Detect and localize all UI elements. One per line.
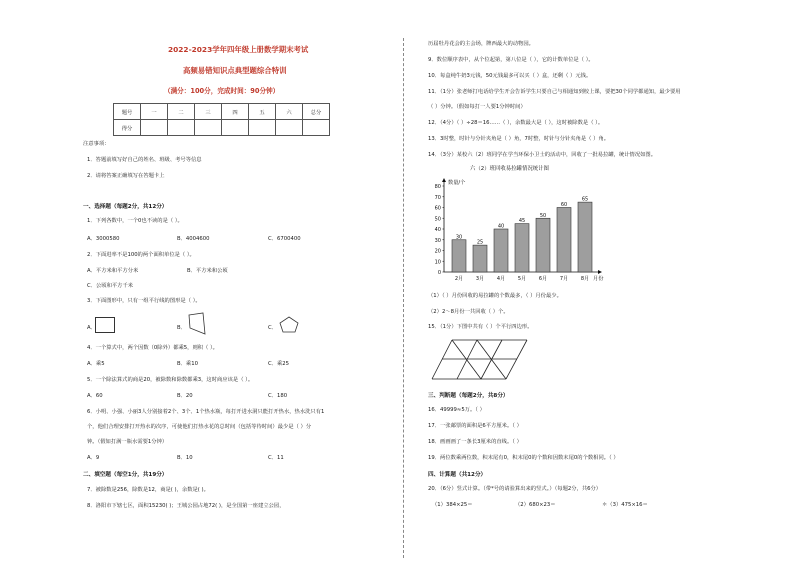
question-6-line1: 6．小明、小强、小丽3人分别接着2个、3个、1个热水瓶，每打开进水洞只能打开热水，热水洗只有1 [87, 409, 325, 415]
square-shape [95, 317, 115, 333]
table-header-cell: 五 [249, 104, 276, 120]
y-axis-label: 数量/个 [448, 180, 466, 186]
question-3: 3．下面图形中，只有一组平行线的图形是（ ）。 [87, 298, 201, 304]
bar-value-label: 40 [497, 223, 505, 230]
q5-option-c: C．180 [268, 393, 288, 399]
q5-option-b: B．20 [177, 393, 193, 399]
question-5: 5．一个除法算式的商是20，被除数和除数都乘3，这时商应该是（ ）。 [87, 377, 254, 383]
question-11-line1: 11．（1分）张老师打电话给学生开会告诉学生只要自己与相通知到校上课，要把30个同学都通知，最少要用 [428, 89, 681, 95]
table-row-label: 得分 [114, 120, 141, 136]
column-divider [403, 38, 404, 558]
question-19: 19．两位数乘两位数，积末尾有0，积末尾0的个数和因数末尾0的个数相同。（ ） [428, 455, 619, 461]
bar [515, 224, 529, 272]
question-13: 13．3时整，时针与分针夹角是（ ）角，7时整，时针与分针夹角是（ ）角。 [428, 136, 610, 142]
section-calc: 四、计算题（共12分） [428, 472, 487, 478]
chart-title: 六（2）班回收易拉罐情况统计图 [470, 166, 549, 172]
question-4: 4．一个算式中，两个因数（0除外）都乘5，则积（ ）。 [87, 345, 218, 351]
q1-option-b: B．4004600 [177, 236, 210, 242]
calc-item-3: ＊（3）475×16＝ [602, 502, 648, 508]
score-cell[interactable] [141, 120, 168, 136]
table-header-cell: 二 [168, 104, 195, 120]
score-cell[interactable] [303, 120, 330, 136]
section-choice: 一、选择题（每题2分，共12分） [83, 204, 168, 210]
question-17: 17．一张邮票的面积是6平方厘米。（ ） [428, 423, 522, 429]
q5-option-a: A．60 [87, 393, 103, 399]
question-6-line2: 个，他们合理安排打开热水的次序，可使他们打热水花的总时间（包括等待时间）最少是（ ）分 [87, 424, 312, 430]
q4-option-b: B．乘10 [177, 361, 198, 367]
exam-info: （满分：100分，完成时间：90分钟） [164, 87, 280, 95]
bar [536, 218, 550, 272]
x-tick-label: 3月 [475, 276, 485, 282]
bar-value-label: 65 [581, 196, 589, 203]
q6-option-b: B．10 [177, 455, 193, 461]
score-cell[interactable] [249, 120, 276, 136]
bar-value-label: 60 [560, 202, 568, 208]
table-header-cell: 题号 [114, 104, 141, 120]
y-tick-label: 10 [434, 259, 441, 266]
bar-value-label: 30 [455, 234, 463, 241]
question-15: 15．（1分）下图中共有（ ）个平行四边形。 [428, 324, 533, 330]
score-cell[interactable] [276, 120, 303, 136]
q6-option-a: A．9 [87, 455, 100, 461]
x-tick-label: 8月 [580, 276, 590, 282]
question-16: 16．49999≈5万。（ ） [428, 407, 485, 413]
score-table [113, 103, 330, 136]
parallelogram-figure [430, 337, 530, 383]
q4-option-a: A．乘5 [87, 361, 105, 367]
y-tick-label: 20 [434, 248, 441, 255]
q2-option-a: A．平方米和平方分米 [87, 268, 139, 274]
question-20: 20．（6分）竖式计算。（带*号的请验算出来的竖式。）（每题2分，共6分） [428, 486, 602, 492]
bar [557, 208, 571, 273]
question-7: 7．被除数是256，除数是12，商是( )，余数是( )。 [87, 487, 209, 493]
bar-value-label: 50 [539, 212, 547, 219]
question-14: 14．（3分）某校六（2）班同学在学当环保小卫士的活动中，回收了一批易拉罐，统计情况如图。 [428, 152, 657, 158]
x-tick-label: 4月 [496, 276, 506, 282]
q4-option-c: C．乘25 [268, 361, 290, 367]
y-tick-label: 60 [434, 205, 441, 212]
trapezoid-shape [187, 312, 207, 336]
x-axis-arrow [598, 270, 602, 274]
bar [452, 240, 466, 272]
score-cell[interactable] [168, 120, 195, 136]
x-axis-label: 月份 [593, 276, 604, 282]
question-18: 18．画画画了一条长3厘米的直线。（ ） [428, 439, 522, 445]
y-tick-label: 0 [437, 270, 441, 276]
question-10: 10．每盒纯牛奶3元钱，50元钱最多可以买（ ）盒，还剩（ ）元钱。 [428, 73, 592, 79]
calc-item-2: （2）680×23＝ [515, 502, 556, 508]
q2-option-c: C．公顷和平方千米 [87, 283, 134, 289]
y-tick-label: 70 [434, 194, 441, 201]
q3-option-b: B． [177, 325, 186, 331]
bar-value-label: 25 [476, 239, 484, 246]
bar [494, 229, 508, 272]
table-header-cell: 一 [141, 104, 168, 120]
q3-option-a: A． [87, 325, 96, 331]
y-tick-label: 30 [434, 237, 441, 244]
x-tick-label: 6月 [538, 276, 548, 282]
question-8-cont: 历届牡丹花会的主会场，牌西最大的动物园。 [428, 41, 534, 47]
y-tick-label: 80 [434, 184, 441, 190]
score-cell[interactable] [222, 120, 249, 136]
q2-option-b: B．平方米和公顷 [187, 268, 228, 274]
question-14-part1: （1）（ ）月份回收的易拉罐的个数最多，（ ）月份最少。 [428, 293, 562, 299]
question-12: 12．（4分）（ ）÷28＝16……（ ），余数最大是（ ），这时被除数是（ ）。 [428, 120, 604, 126]
exam-title: 2022-2023学年四年级上册数学期末考试 [168, 45, 309, 54]
question-14-part2: （2）2～8月份一共回收（ ）个。 [428, 309, 509, 315]
question-9: 9．数位顺序表中，从个位起第，第八位是（ ），它的计数单位是（ ）。 [428, 57, 594, 63]
x-tick-label: 2月 [454, 276, 464, 282]
score-cell[interactable] [195, 120, 222, 136]
table-header-cell: 三 [195, 104, 222, 120]
table-header-cell: 四 [222, 104, 249, 120]
x-tick-label: 5月 [517, 276, 527, 282]
bar [473, 245, 487, 272]
question-2: 2．下面进率不是100的两个面积单位是（ ）。 [87, 252, 195, 258]
table-header-cell: 六 [276, 104, 303, 120]
q6-option-c: C．11 [268, 455, 284, 461]
x-tick-label: 7月 [559, 276, 569, 282]
section-fill: 二、填空题（每空1分，共19分） [83, 472, 168, 478]
calc-item-1: （1）384×25＝ [432, 502, 473, 508]
y-tick-label: 50 [434, 216, 441, 223]
question-8: 8．洛阳市下辖七区，面积15230( )；王城公园占地72( )，是全国第一座建立公园， [87, 503, 285, 509]
question-11-line2: （ ）分钟。（假如每打一人要1分钟时间） [428, 104, 526, 110]
q1-option-c: C．6700400 [268, 236, 301, 242]
bar-value-label: 45 [518, 218, 526, 225]
bar-chart [420, 164, 620, 286]
notes-title: 注意事项： [83, 141, 110, 147]
y-tick-label: 40 [434, 227, 441, 233]
q3-option-c: C． [268, 325, 277, 331]
q1-option-a: A．3000580 [87, 236, 120, 242]
question-1: 1．下列各数中，一个0也不读的是（ ）。 [87, 218, 183, 224]
exam-subtitle: 高频易错知识点典型题综合特训 [183, 66, 287, 75]
pentagon-shape [278, 316, 300, 334]
section-judge: 三、判断题（每题2分，共8分） [428, 393, 509, 399]
question-6-line3: 钟。（假如打满一瓶水需要1分钟） [87, 439, 168, 445]
bar [578, 202, 592, 272]
note-2: 2．请将答案正确填写在答题卡上 [87, 173, 165, 179]
y-axis-arrow [442, 178, 446, 182]
table-header-cell: 总分 [303, 104, 330, 120]
note-1: 1．答题前填写好自己的姓名、班级、考号等信息 [87, 157, 202, 163]
